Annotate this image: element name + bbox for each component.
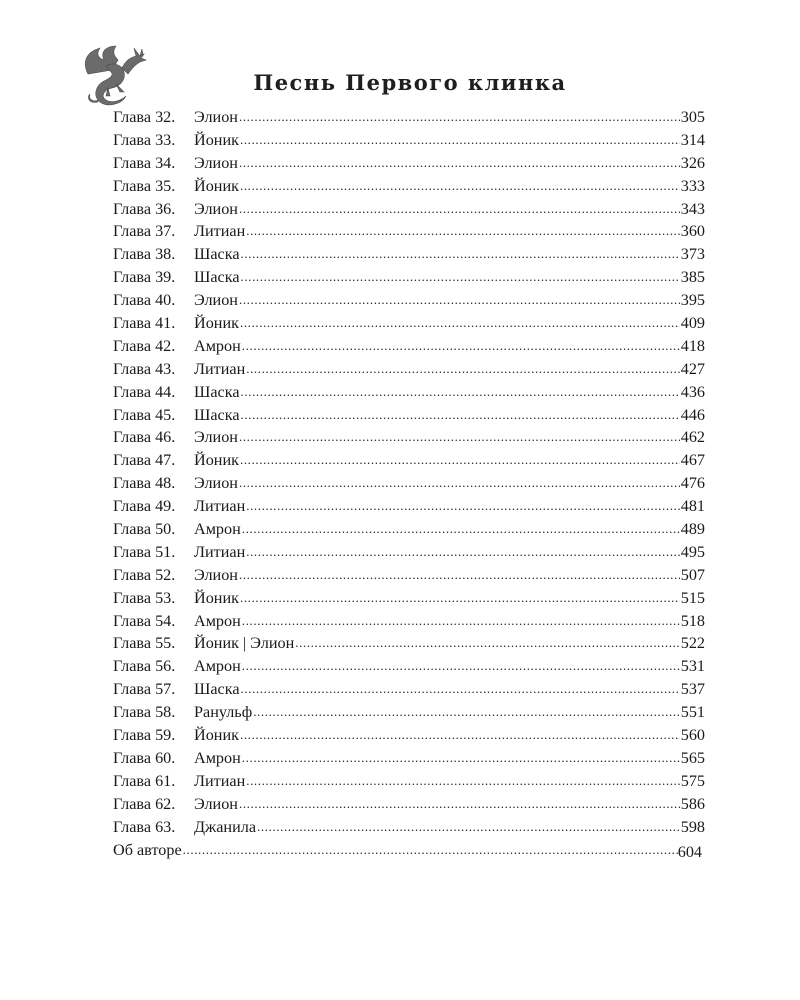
dot-leader <box>240 174 680 198</box>
dot-leader <box>240 128 680 152</box>
chapter-number: Глава 34. <box>113 153 176 172</box>
page-number: 427 <box>680 359 705 378</box>
chapter-title: Йоник <box>194 130 239 149</box>
chapter-number: Глава 48. <box>113 474 176 493</box>
chapter-title: Амрон <box>194 520 241 539</box>
chapter-number: Глава 57. <box>113 680 176 699</box>
page-number: 385 <box>680 268 705 287</box>
toc-entry-label <box>113 426 238 449</box>
chapter-title: Элион <box>194 428 238 447</box>
chapter-number: Глава 35. <box>113 176 176 195</box>
page-number: 314 <box>680 130 705 149</box>
chapter-title: Йоник <box>194 176 239 195</box>
page-number: 436 <box>680 382 705 401</box>
chapter-title: Йоник <box>194 726 239 745</box>
chapter-number: Глава 56. <box>113 657 176 676</box>
chapter-title: Элион <box>194 153 238 172</box>
dot-leader <box>239 288 680 312</box>
toc-entry[interactable] <box>113 816 705 839</box>
chapter-number: Глава 60. <box>113 748 176 767</box>
chapter-number: Глава 54. <box>113 611 176 630</box>
toc-entry-label <box>113 770 245 793</box>
dot-leader <box>295 631 679 655</box>
page-number: 462 <box>680 428 705 447</box>
page-number: 604 <box>677 842 702 861</box>
toc-entry-label <box>113 220 245 243</box>
toc-entry-label <box>113 541 245 564</box>
chapter-number: Глава 55. <box>113 634 176 653</box>
chapter-title: Джанила <box>194 817 256 836</box>
chapter-number: Глава 36. <box>113 199 176 218</box>
toc-entry-about-author[interactable] <box>113 839 705 862</box>
toc-entry-label <box>113 632 294 655</box>
toc-entry-label <box>113 724 239 747</box>
toc-entry-label <box>113 266 240 289</box>
toc-entry-label <box>113 518 241 541</box>
chapter-number: Глава 51. <box>113 542 176 561</box>
page-number: 409 <box>680 314 705 333</box>
toc-entry-label <box>113 243 240 266</box>
chapter-number: Глава 44. <box>113 382 176 401</box>
table-of-contents <box>113 106 705 861</box>
dot-leader <box>239 151 680 175</box>
chapter-title: Литиан <box>194 222 246 241</box>
chapter-number: Глава 50. <box>113 520 176 539</box>
chapter-title: Шаска <box>194 680 240 699</box>
toc-entry[interactable] <box>113 541 705 564</box>
toc-entry[interactable] <box>113 724 705 747</box>
toc-entry-label <box>113 129 239 152</box>
page-number: 418 <box>680 336 705 355</box>
toc-entry-label <box>113 793 238 816</box>
toc-entry[interactable] <box>113 198 705 221</box>
toc-entry-label <box>113 610 241 633</box>
page-number: 476 <box>680 474 705 493</box>
toc-entry[interactable] <box>113 129 705 152</box>
page-number: 360 <box>680 222 705 241</box>
page-number: 489 <box>680 520 705 539</box>
chapter-number: Глава 49. <box>113 497 176 516</box>
chapter-title: Шаска <box>194 268 240 287</box>
chapter-title: Йоник <box>194 451 239 470</box>
dot-leader <box>257 815 680 839</box>
chapter-title: Шаска <box>194 382 240 401</box>
dot-leader <box>240 586 680 610</box>
dot-leader <box>239 105 680 129</box>
chapter-number: Глава 41. <box>113 314 176 333</box>
chapter-number: Глава 53. <box>113 588 176 607</box>
page-number: 467 <box>680 451 705 470</box>
page-number: 373 <box>680 245 705 264</box>
chapter-number: Глава 43. <box>113 359 176 378</box>
toc-entry[interactable] <box>113 793 705 816</box>
dot-leader <box>246 540 679 564</box>
chapter-number: Глава 42. <box>113 336 176 355</box>
toc-entry[interactable] <box>113 770 705 793</box>
toc-entry[interactable] <box>113 472 705 495</box>
toc-entry[interactable] <box>113 358 705 381</box>
page-number: 551 <box>680 703 705 722</box>
toc-entry-label <box>113 816 256 839</box>
chapter-title: Йоник <box>194 314 239 333</box>
toc-entry[interactable] <box>113 747 705 770</box>
dot-leader <box>253 700 680 724</box>
dot-leader <box>242 517 680 541</box>
page-number: 495 <box>680 542 705 561</box>
chapter-title: Литиан <box>194 497 246 516</box>
toc-entry[interactable] <box>113 518 705 541</box>
chapter-number: Глава 46. <box>113 428 176 447</box>
toc-entry-label <box>113 701 252 724</box>
page-number: 446 <box>680 405 705 424</box>
chapter-title: Амрон <box>194 748 241 767</box>
chapter-title: Элион <box>194 794 238 813</box>
page-number: 531 <box>680 657 705 676</box>
dot-leader <box>241 403 680 427</box>
chapter-title: Шаска <box>194 405 240 424</box>
toc-entry-label <box>113 312 239 335</box>
dot-leader <box>183 838 680 862</box>
toc-entry-label <box>113 655 241 678</box>
chapter-number: Глава 52. <box>113 565 176 584</box>
dot-leader <box>246 494 679 518</box>
page-title: Песнь Первого клинка <box>253 70 567 95</box>
page-number: 343 <box>680 199 705 218</box>
toc-entry[interactable] <box>113 266 705 289</box>
page-number: 305 <box>680 108 705 126</box>
chapter-number: Глава 33. <box>113 130 176 149</box>
page-number: 515 <box>680 588 705 607</box>
toc-entry-label <box>113 449 239 472</box>
toc-entry[interactable] <box>113 610 705 633</box>
chapter-number: Глава 45. <box>113 405 176 424</box>
toc-entry[interactable] <box>113 381 705 404</box>
chapter-number: Глава 59. <box>113 726 176 745</box>
chapter-title: Йоник | Элион <box>194 634 295 653</box>
page-number: 507 <box>680 565 705 584</box>
dot-leader <box>246 357 679 381</box>
toc-entry[interactable] <box>113 312 705 335</box>
toc-entry[interactable] <box>113 426 705 449</box>
toc-entry-label <box>113 335 241 358</box>
chapter-title: Литиан <box>194 771 246 790</box>
chapter-number: Глава 58. <box>113 703 176 722</box>
toc-entry-label <box>113 495 245 518</box>
page-number: 395 <box>680 291 705 310</box>
toc-entry[interactable] <box>113 335 705 358</box>
toc-entry[interactable] <box>113 701 705 724</box>
dot-leader <box>241 677 680 701</box>
chapter-title: Йоник <box>194 588 239 607</box>
chapter-title: Элион <box>194 108 238 126</box>
chapter-title: Элион <box>194 291 238 310</box>
chapter-number: Глава 38. <box>113 245 176 264</box>
page-number: 326 <box>680 153 705 172</box>
toc-entry[interactable] <box>113 495 705 518</box>
chapter-number: Глава 37. <box>113 222 176 241</box>
chapter-title: Ранульф <box>194 703 253 722</box>
page-number: 565 <box>680 748 705 767</box>
dot-leader <box>241 380 680 404</box>
page-number: 481 <box>680 497 705 516</box>
dot-leader <box>240 448 680 472</box>
dot-leader <box>240 723 680 747</box>
page-number: 518 <box>680 611 705 630</box>
toc-entry[interactable] <box>113 404 705 427</box>
dot-leader <box>240 311 680 335</box>
toc-entry[interactable] <box>113 152 705 175</box>
dot-leader <box>239 471 680 495</box>
toc-entry-label <box>113 678 240 701</box>
toc-entry-label <box>113 564 238 587</box>
chapter-number: Глава 61. <box>113 771 176 790</box>
page-number: 333 <box>680 176 705 195</box>
chapter-title: Элион <box>194 565 238 584</box>
toc-entry[interactable] <box>113 106 705 129</box>
dot-leader <box>239 792 680 816</box>
page-number: 586 <box>680 794 705 813</box>
toc-entry[interactable] <box>113 289 705 312</box>
chapter-number: Глава 47. <box>113 451 176 470</box>
chapter-number: Глава 62. <box>113 794 176 813</box>
toc-entry-label <box>113 152 238 175</box>
dot-leader <box>242 746 680 770</box>
dot-leader <box>246 219 679 243</box>
toc-entry[interactable] <box>113 678 705 701</box>
dot-leader <box>241 265 680 289</box>
chapter-number: Глава 40. <box>113 291 176 310</box>
chapter-number: Глава 63. <box>113 817 176 836</box>
toc-entry-label <box>113 358 245 381</box>
toc-entry-label <box>113 289 238 312</box>
toc-entry-label <box>113 381 240 404</box>
page-number: 575 <box>680 771 705 790</box>
chapter-title: Литиан <box>194 542 246 561</box>
chapter-title: Амрон <box>194 657 241 676</box>
toc-entry[interactable] <box>113 220 705 243</box>
toc-entry-label <box>113 175 239 198</box>
chapter-title: Элион <box>194 199 238 218</box>
toc-entry-label <box>113 198 238 221</box>
toc-entry[interactable] <box>113 449 705 472</box>
chapter-title: Литиан <box>194 359 246 378</box>
toc-entry[interactable] <box>113 655 705 678</box>
chapter-title: Амрон <box>194 611 241 630</box>
toc-entry[interactable] <box>113 243 705 266</box>
dot-leader <box>241 242 680 266</box>
dot-leader <box>246 769 679 793</box>
page-number: 537 <box>680 680 705 699</box>
dot-leader <box>239 197 680 221</box>
dot-leader <box>239 425 680 449</box>
toc-entry-label <box>113 472 238 495</box>
page-number: 598 <box>680 817 705 836</box>
toc-entry-label <box>113 747 241 770</box>
chapter-number: Глава 32. <box>113 108 176 126</box>
chapter-title: Элион <box>194 474 238 493</box>
chapter-title: Амрон <box>194 336 241 355</box>
dot-leader <box>242 654 680 678</box>
about-author-label: Об авторе <box>113 840 182 859</box>
toc-entry[interactable] <box>113 564 705 587</box>
toc-entry-label <box>113 587 239 610</box>
page-number: 560 <box>680 726 705 745</box>
dot-leader <box>239 563 680 587</box>
dot-leader <box>242 609 680 633</box>
toc-entry[interactable] <box>113 632 705 655</box>
toc-entry[interactable] <box>113 587 705 610</box>
toc-entry-label <box>113 106 238 129</box>
page-number: 522 <box>680 634 705 653</box>
chapter-title: Шаска <box>194 245 240 264</box>
toc-entry-label <box>113 404 240 427</box>
chapter-number: Глава 39. <box>113 268 176 287</box>
toc-entry[interactable] <box>113 175 705 198</box>
dot-leader <box>242 334 680 358</box>
